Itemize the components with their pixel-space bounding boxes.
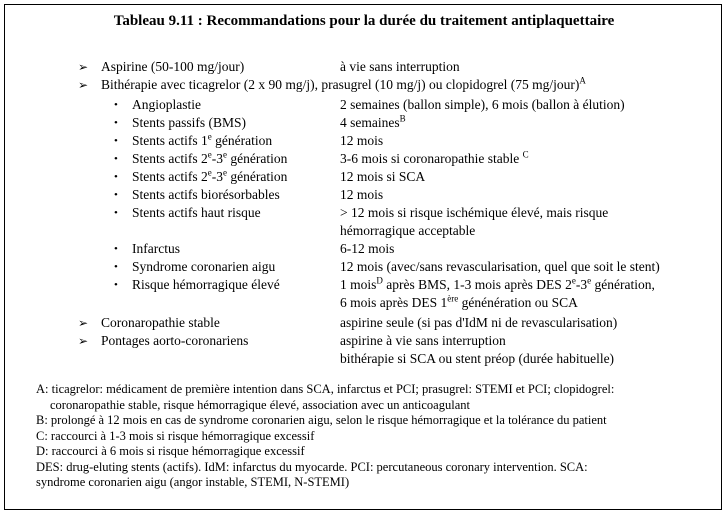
item-value: aspirine seule (si pas d'IdM ni de revascularisation) xyxy=(340,315,618,330)
footnotes xyxy=(36,382,706,491)
dot-bullet-icon: • xyxy=(114,243,118,255)
dot-bullet-icon: • xyxy=(114,189,118,201)
item-label: Syndrome coronarien aigu xyxy=(132,259,276,274)
item-label: Risque hémorragique élevé xyxy=(132,277,280,292)
item-label: Angioplastie xyxy=(132,97,201,112)
item-label: Stents passifs (BMS) xyxy=(132,115,247,130)
item-label: Aspirine (50-100 mg/jour) xyxy=(101,59,245,74)
footnote-abbreviations: DES: drug-eluting stents (actifs). IdM: infarctus du myocarde. PCI: percutaneous coronary intervention. SCA: xyxy=(36,459,588,474)
item-value: 1 mois$^D$ après BMS, 1-3 mois après DES 2e-3e génération, xyxy=(340,275,655,292)
table-title: Tableau 9.11 : Recommandations pour la durée du traitement antiplaquettaire xyxy=(113,13,615,29)
dot-bullet-icon: • xyxy=(114,153,118,165)
item-value-line2: hémorragique acceptable xyxy=(340,223,476,238)
dot-bullet-icon: • xyxy=(114,171,118,183)
item-value: 4 semaines$^B$ xyxy=(340,113,406,130)
footnote-d: D: raccourci à 6 mois si risque hémorragique excessif xyxy=(36,444,305,458)
arrow-bullet-icon: ➢ xyxy=(78,78,89,92)
arrow-bullet-icon: ➢ xyxy=(78,334,89,348)
dot-bullet-icon: • xyxy=(114,261,118,273)
item-value: 12 mois si SCA xyxy=(340,169,426,184)
item-label: Pontages aorto-coronariens xyxy=(101,333,249,348)
item-label: Stents actifs 1e génération xyxy=(132,131,273,148)
item-label: Stents actifs haut risque xyxy=(132,205,261,220)
footnote-abbreviations-continuation: syndrome coronarien aigu (angor instable, STEMI, N-STEMI) xyxy=(36,475,350,489)
footnote-a-continuation: coronaropathie stable, risque hémorragique élevé, association avec un anticoagulant xyxy=(50,397,470,412)
item-value: 6-12 mois xyxy=(340,241,395,256)
item-value: 2 semaines (ballon simple), 6 mois (ballon à élution) xyxy=(340,97,625,112)
item-value-line2: bithérapie si SCA ou stent préop (durée habituelle) xyxy=(340,351,615,366)
footnote-b: B: prolongé à 12 mois en cas de syndrome coronarien aigu, selon le risque hémorragique et la tolérance du patient xyxy=(36,413,607,427)
dot-bullet-icon: • xyxy=(114,207,118,219)
item-value: > 12 mois si risque ischémique élevé, mais risque xyxy=(340,205,609,220)
item-label: Infarctus xyxy=(132,241,180,256)
arrow-bullet-icon: ➢ xyxy=(78,60,89,74)
item-value: 12 mois xyxy=(340,133,384,148)
item-label: Stents actifs biorésorbables xyxy=(132,187,280,202)
dot-bullet-icon: • xyxy=(114,135,118,147)
item-value: à vie sans interruption xyxy=(340,59,460,74)
dot-bullet-icon: • xyxy=(114,117,118,129)
item-label: Stents actifs 2e-3e génération xyxy=(132,167,288,184)
item-label: Coronaropathie stable xyxy=(101,315,220,330)
footnote-a: A: ticagrelor: médicament de première intention dans SCA, infarctus et PCI; prasugrel: STEMI et PCI; clopidogrel: xyxy=(36,382,615,396)
item-value: 12 mois (avec/sans revascularisation, quel que soit le stent) xyxy=(340,259,660,274)
item-value: 12 mois xyxy=(340,187,384,202)
arrow-bullet-icon: ➢ xyxy=(78,316,89,330)
item-value: 3-6 mois si coronaropathie stable $^C$ xyxy=(340,149,529,166)
item-value: aspirine à vie sans interruption xyxy=(340,333,506,348)
footnote-c: C: raccourci à 1-3 mois si risque hémorragique excessif xyxy=(36,428,315,443)
dot-bullet-icon: • xyxy=(114,99,118,111)
dot-bullet-icon: • xyxy=(114,279,118,291)
item-value-line2: 6 mois après DES 1ère génénération ou SCA xyxy=(340,293,578,310)
item-label: Bithérapie avec ticagrelor (2 x 90 mg/j), prasugrel (10 mg/j) ou clopidogrel (75 mg/jour)$^A$ xyxy=(101,75,586,92)
item-label: Stents actifs 2e-3e génération xyxy=(132,149,288,166)
